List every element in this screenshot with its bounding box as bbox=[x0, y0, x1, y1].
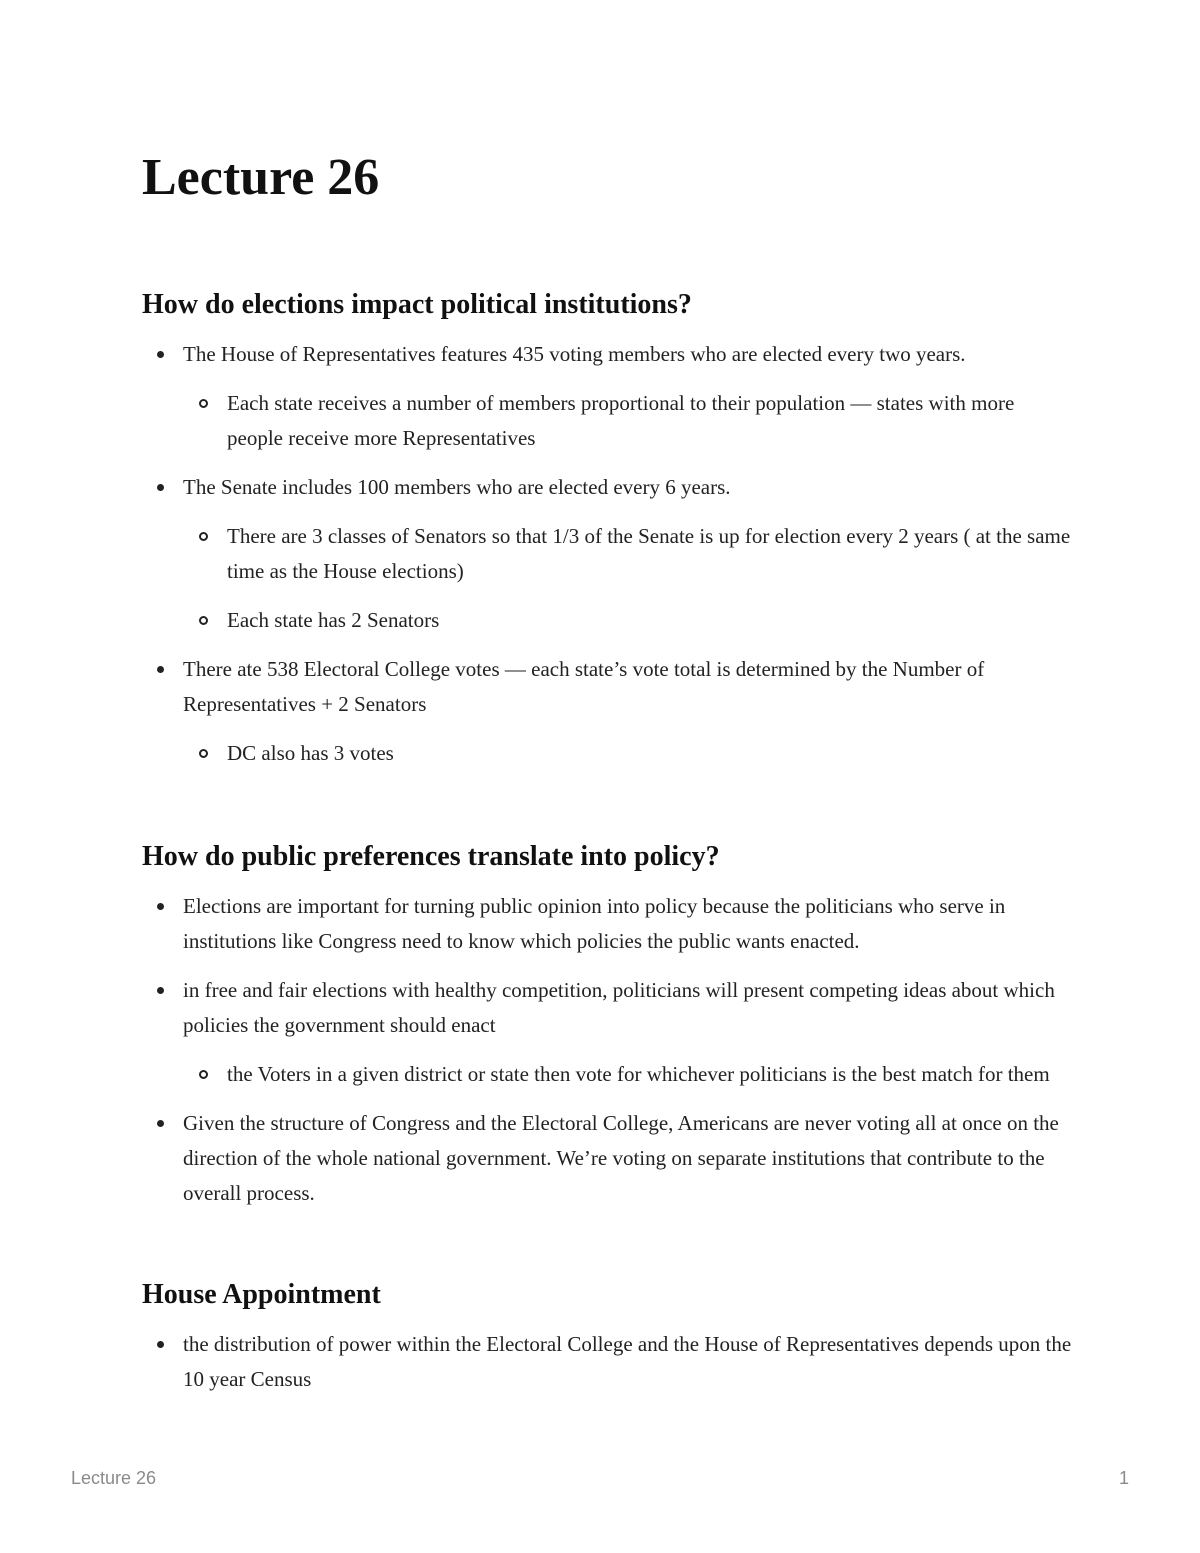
disc-bullet-icon bbox=[157, 903, 164, 910]
section-heading: How do public preferences translate into policy? bbox=[142, 841, 720, 872]
list-item-nested bbox=[142, 736, 1072, 771]
circle-bullet-icon bbox=[199, 749, 208, 758]
list-item-text: Given the structure of Congress and the Electoral College, Americans are never voting all at once on the direction of the whole national government. We’re voting on separate institutions that contribute to the overall process. bbox=[183, 1111, 1059, 1205]
disc-bullet-icon bbox=[157, 351, 164, 358]
footer-document-name: Lecture 26 bbox=[71, 1468, 157, 1488]
list-item bbox=[142, 470, 1072, 505]
list-item-text: Elections are important for turning public opinion into policy because the politicians who serve in institutions like Congress need to know which policies the public wants enacted. bbox=[183, 894, 1006, 953]
bullet-list bbox=[142, 337, 1072, 771]
circle-bullet-icon bbox=[199, 532, 208, 541]
list-item-text: There are 3 classes of Senators so that 1/3 of the Senate is up for election every 2 years ( at the same time as the House elections) bbox=[227, 524, 1071, 583]
section-public-preferences bbox=[142, 837, 1072, 1211]
list-item-text: the distribution of power within the Electoral College and the House of Representatives depends upon the 10 year Census bbox=[183, 1332, 1072, 1391]
list-item-nested bbox=[142, 603, 1072, 638]
circle-bullet-icon bbox=[199, 399, 208, 408]
section-heading: House Appointment bbox=[142, 1279, 381, 1310]
list-item-nested bbox=[142, 386, 1072, 456]
bullet-list bbox=[142, 1327, 1072, 1397]
list-item-text: Each state receives a number of members proportional to their population — states with more people receive more Representatives bbox=[227, 391, 1015, 450]
list-item-text: in free and fair elections with healthy competition, politicians will present competing ideas about which policies the government should enact bbox=[183, 978, 1055, 1037]
page-title: Lecture 26 bbox=[142, 149, 380, 206]
list-item-text: the Voters in a given district or state then vote for whichever politicians is the best match for them bbox=[227, 1062, 1050, 1086]
bullet-list bbox=[142, 889, 1072, 1211]
footer-page-number: 1 bbox=[1118, 1468, 1129, 1488]
section-elections-institutions bbox=[142, 285, 1072, 771]
list-item-nested bbox=[142, 519, 1072, 589]
disc-bullet-icon bbox=[157, 1120, 164, 1127]
list-item-nested bbox=[142, 1057, 1072, 1092]
list-item-text: DC also has 3 votes bbox=[227, 741, 394, 765]
list-item bbox=[142, 889, 1072, 959]
section-heading: How do elections impact political institutions? bbox=[142, 289, 692, 320]
list-item-text: The Senate includes 100 members who are elected every 6 years. bbox=[183, 475, 731, 499]
list-item bbox=[142, 337, 1072, 372]
circle-bullet-icon bbox=[199, 616, 208, 625]
section-house-appointment bbox=[142, 1275, 1072, 1397]
list-item-text: The House of Representatives features 435 voting members who are elected every two years. bbox=[183, 342, 966, 366]
disc-bullet-icon bbox=[157, 484, 164, 491]
disc-bullet-icon bbox=[157, 666, 164, 673]
disc-bullet-icon bbox=[157, 1341, 164, 1348]
disc-bullet-icon bbox=[157, 987, 164, 994]
list-item-text: Each state has 2 Senators bbox=[227, 608, 440, 632]
circle-bullet-icon bbox=[199, 1070, 208, 1079]
list-item bbox=[142, 652, 1072, 722]
list-item bbox=[142, 973, 1072, 1043]
list-item-text: There ate 538 Electoral College votes — each state’s vote total is determined by the Number of Representatives + 2 Senators bbox=[183, 657, 985, 716]
list-item bbox=[142, 1106, 1072, 1211]
list-item bbox=[142, 1327, 1072, 1397]
